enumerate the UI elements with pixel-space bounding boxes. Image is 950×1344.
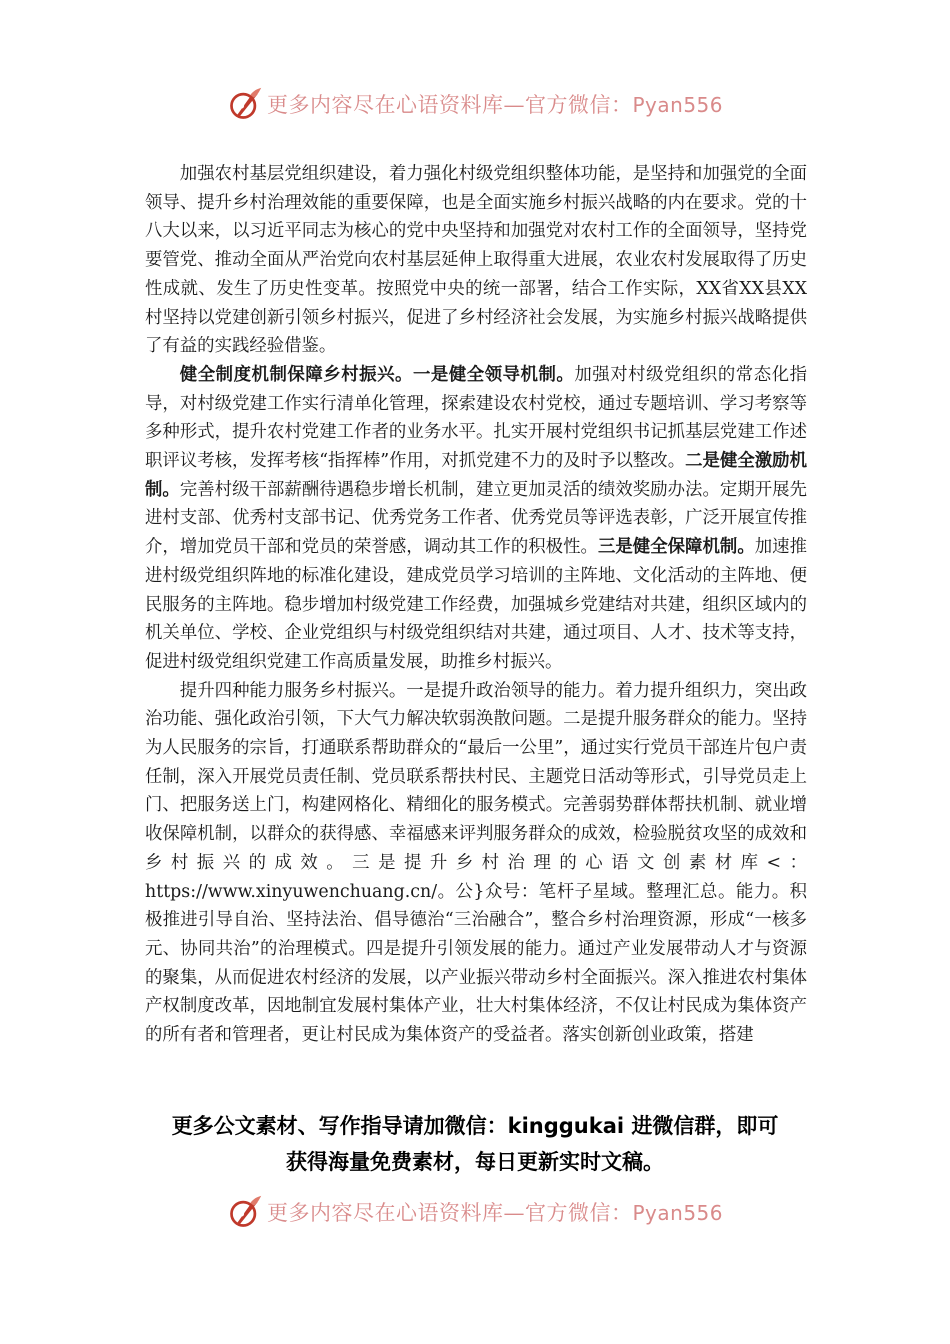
promo-line-1: 更多公文素材、写作指导请加微信：kinggukai 进微信群，即可 <box>171 1114 779 1138</box>
banner-text: 更多内容尽在心语资料库—官方微信：Pyan556 <box>266 1201 723 1225</box>
paragraph <box>145 160 807 361</box>
footer-banner <box>0 1190 950 1234</box>
paragraph-text: 加强农村基层党组织建设，着力强化村级党组织整体功能，是坚持和加强党的全面领导、提升乡村治理效能的重要保障，也是全面实施乡村振兴战略的内在要求。党的十八大以来，以习近平同志为核心的党中央坚持和加强党对农村工作的全面领导，坚持党要管党、推动全面从严治党向农村基层延伸上取得重大进展，农业农村发展取得了历史性成就、发生了历史性变革。按照党中央的统一部署，结合工作实际，XX省XX县XX村坚持以党建创新引领乡村振兴，促进了乡村经济社会发展，为实施乡村振兴战略提供了有益的实践经验借鉴。 <box>145 164 807 357</box>
paragraph <box>145 361 807 677</box>
quill-pen-logo-icon <box>227 86 263 122</box>
quill-pen-logo-icon <box>227 1194 263 1230</box>
bold-heading-text: 二是健全激励机制。 <box>145 451 807 500</box>
paragraph <box>145 677 807 1050</box>
header-banner <box>0 82 950 126</box>
bold-heading-text: 三是健全保障机制。 <box>597 537 755 558</box>
promo-notice <box>130 1108 820 1180</box>
paragraph-text: 加强对村级党组织的常态化指导，对村级党建工作实行清单化管理，探索建设农村党校，通过专题培训、学习考察等多种形式，提升农村党建工作者的业务水平。扎实开展村党组织书记抓基层党建工作述职评议考核，发挥考核“指挥棒”作用，对抓党建不力的及时予以整改。 <box>145 364 807 472</box>
bold-heading-text: 健全制度机制保障乡村振兴。一是健全领导机制。 <box>179 364 575 385</box>
paragraph-text: 完善村级干部薪酬待遇稳步增长机制，建立更加灵活的绩效奖励办法。定期开展先进村支部、优秀村支部书记、优秀党务工作者、优秀党员等评选表彰，广泛开展宣传推介，增加党员干部和党员的荣誉感，调动其工作的积极性。 <box>145 479 807 558</box>
paragraph-text: 提升四种能力服务乡村振兴。一是提升政治领导的能力。着力提升组织力，突出政治功能、强化政治引领，下大气力解决软弱涣散问题。二是提升服务群众的能力。坚持为人民服务的宗旨，打通联系帮助群众的“最后一公里”，通过实行党员干部连片包户责任制，深入开展党员责任制、党员联系帮扶村民、主题党日活动等形式，引导党员走上门、把服务送上门，构建网格化、精细化的服务模式。完善弱势群体帮扶机制、就业增收保障机制，以群众的获得感、幸福感来评判服务群众的成效，检验脱贫攻坚的成效和乡村振兴的成效。三是提升乡村治理的心语文创素材库<：https://www.xinyuwenchuang.cn/。公}众号：笔杆子星域。整理汇总。能力。积极推进引导自治、坚持法治、倡导德治“三治融合”，整合乡村治理资源，形成“一核多元、协同共治”的治理模式。四是提升引领发展的能力。通过产业发展带动人才与资源的聚集，从而促进农村经济的发展，以产业振兴带动乡村全面振兴。深入推进农村集体产权制度改革，因地制宜发展村集体产业，壮大村集体经济，不仅让村民成为集体资产的所有者和管理者，更让村民成为集体资产的受益者。落实创新创业政策，搭建 <box>145 680 807 1046</box>
article-body <box>145 160 807 1050</box>
banner-wechat-id: Pyan556 <box>632 93 723 117</box>
paragraph-text: 加速推进村级党组织阵地的标准化建设，建成党员学习培训的主阵地、文化活动的主阵地、便民服务的主阵地。稳步增加村级党建工作经费，加强城乡党建结对共建，组织区域内的机关单位、学校、企业党组织与村级党组织结对共建，通过项目、人才、技术等支持，促进村级党组织党建工作高质量发展，助推乡村振兴。 <box>145 537 807 672</box>
banner-text: 更多内容尽在心语资料库—官方微信：Pyan556 <box>266 93 723 117</box>
promo-line-2: 获得海量免费素材，每日更新实时文稿。 <box>286 1150 664 1174</box>
banner-wechat-id: Pyan556 <box>632 1201 723 1225</box>
